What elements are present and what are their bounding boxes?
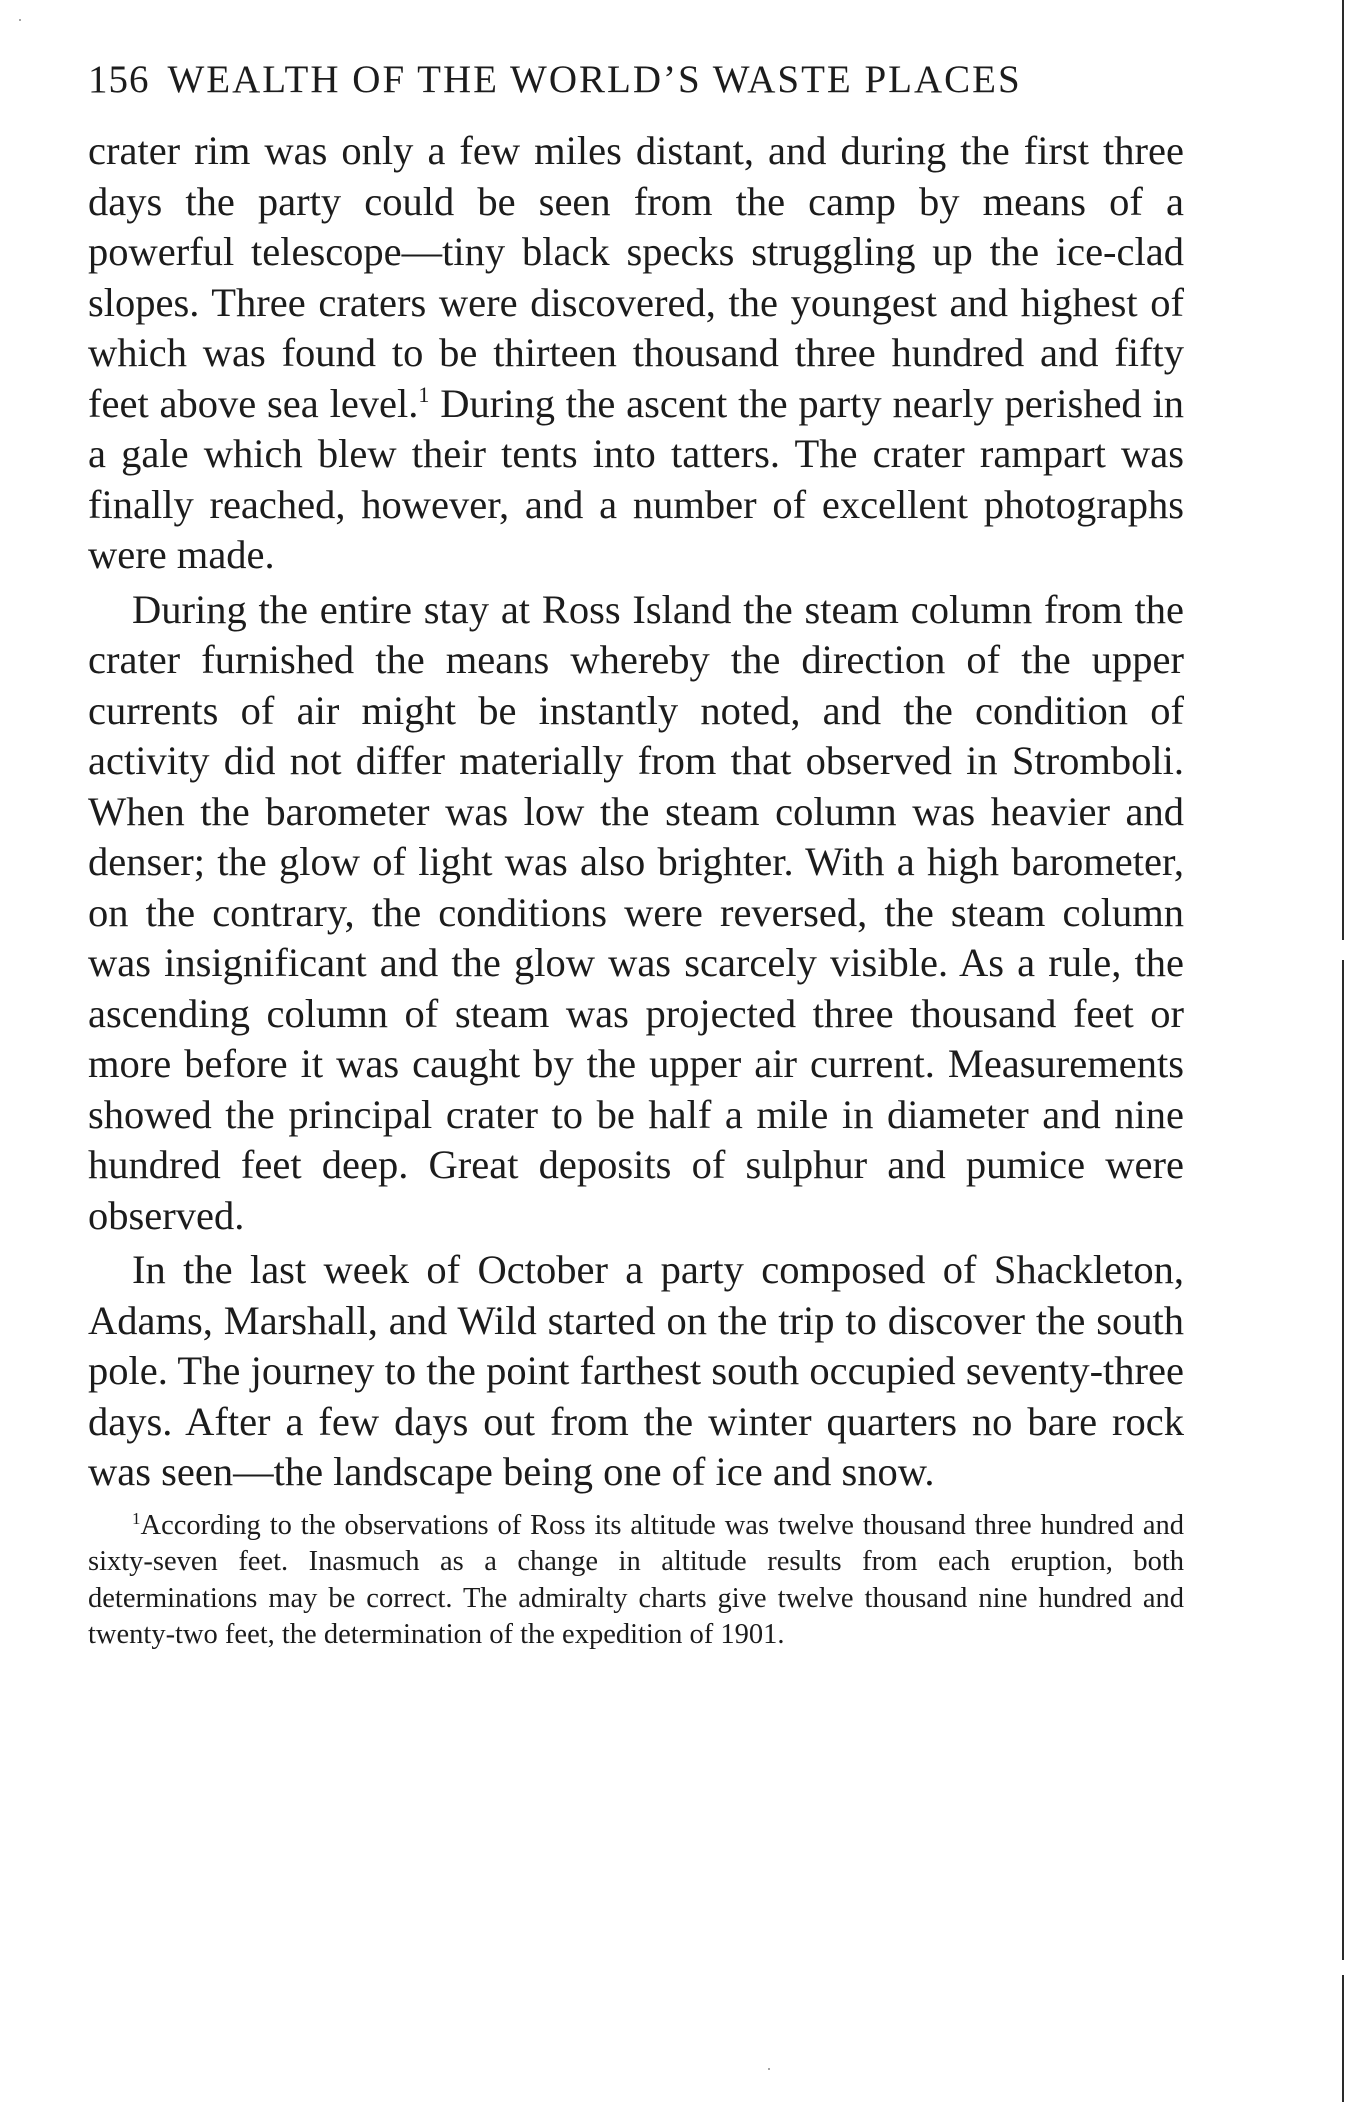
paragraph-1-main: crater rim was only a few miles distant, and during the first three days the party could be seen from the camp by means of a powerful telescope—tiny black specks struggling up the ice-clad slopes. Three craters were discovered, the youngest and highest of which was found to be thirteen thousand three hundred and fifty feet above sea level.: [88, 128, 1184, 426]
paragraph-2: During the entire stay at Ross Island the steam column from the crater furnished the means whereby the direction of the upper currents of air might be instantly noted, and the condition of activity did not differ materially from that observed in Stromboli. When the barometer was low the steam column was heavier and denser; the glow of light was also brighter. With a high barometer, on the contrary, the conditions were reversed, the steam column was insignificant and the glow was scarcely visible. As a rule, the ascending column of steam was projected three thousand feet or more before it was caught by the upper air current. Measurements showed the principal crater to be half a mile in diameter and nine hundred feet deep. Great deposits of sulphur and pumice were observed.: [88, 586, 1184, 1238]
paragraph-1: [88, 126, 1184, 581]
book-page: [88, 60, 1184, 1654]
page-number: 156: [88, 58, 150, 101]
scan-speck: [19, 19, 21, 21]
running-head: [88, 60, 1184, 99]
page-edge-rule: [1342, 960, 1344, 1960]
page-edge-rule: [1342, 1975, 1344, 2102]
footnote-reference: 1: [418, 381, 430, 407]
paragraph-1-tail: During the ascent the party nearly perished in a gale which blew their tents into tatters. The crater rampart was finally reached, however, and a number of excellent photographs were made.: [88, 380, 1185, 577]
footnote: [88, 1508, 1184, 1654]
scan-speck: [768, 2068, 770, 2070]
footnote-marker: 1: [132, 1508, 141, 1528]
body-text: [88, 126, 1184, 1498]
page-edge-rule: [1342, 0, 1344, 940]
paragraph-3: In the last week of October a party composed of Shackleton, Adams, Marshall, and Wild started on the trip to discover the south pole. The journey to the point farthest south occupied seventy-three days. After a few days out from the winter quarters no bare rock was seen—the landscape being one of ice and snow.: [88, 1247, 1184, 1494]
footnote-text: According to the observations of Ross its altitude was twelve thousand three hundred and sixty-seven feet. Inasmuch as a change in altitude results from each eruption, both determinations may be correct. The admiralty charts give twelve thousand nine hundred and twenty-two feet, the determination of the expedition of 1901.: [88, 1509, 1184, 1650]
running-title: WEALTH OF THE WORLD’S WASTE PLACES: [167, 58, 1022, 101]
